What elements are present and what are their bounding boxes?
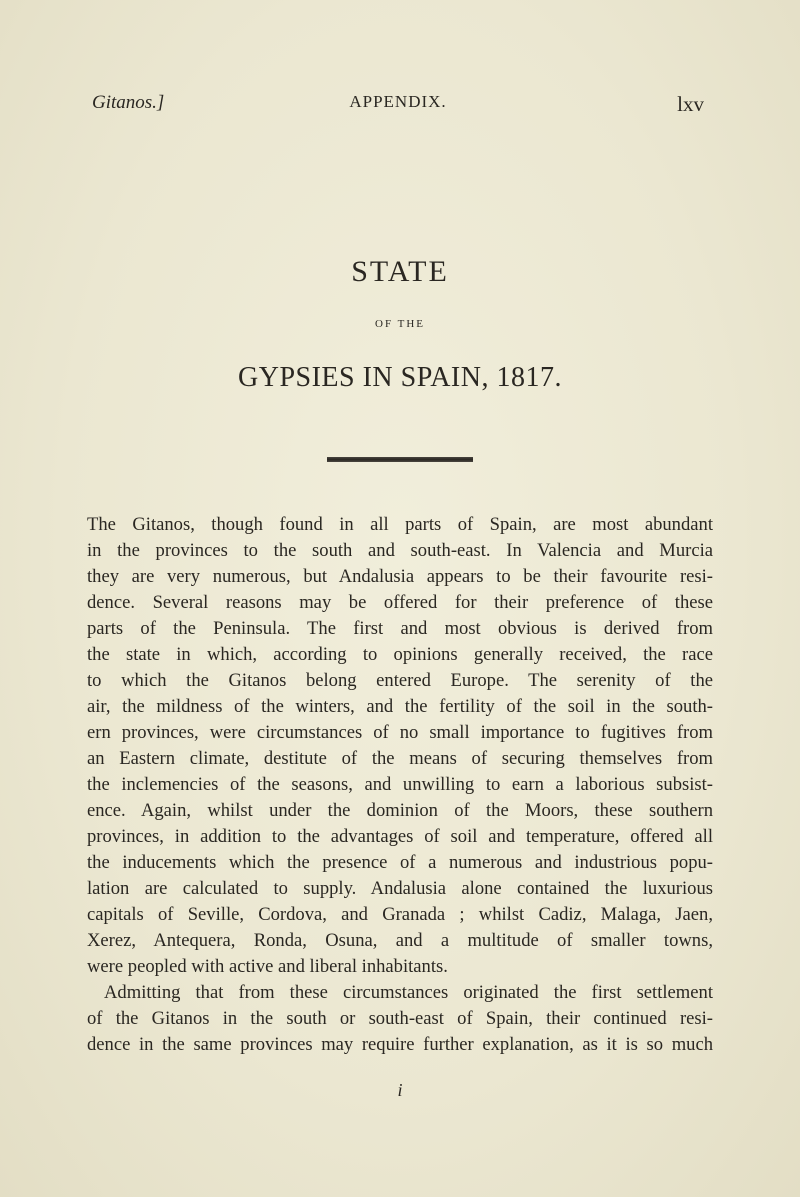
text-line: in the provinces to the south and south-east. In Valencia and Murcia [87,540,713,561]
title-rule [327,457,473,462]
text-line: of the Gitanos in the south or south-east of Spain, their continued resi- [87,1008,713,1029]
text-line: they are very numerous, but Andalusia appears to be their favourite resi- [87,566,713,587]
text-line: lation are calculated to supply. Andalusia alone contained the luxurious [87,878,713,899]
text-line: ence. Again, whilst under the dominion of the Moors, these southern [87,800,713,821]
text-line: the inclemencies of the seasons, and unwilling to earn a laborious subsist- [87,774,713,795]
text-line: The Gitanos, though found in all parts of Spain, are most abundant [87,514,713,535]
running-head-section: Gitanos.] [92,92,165,113]
running-head [92,92,704,122]
signature-mark: i [397,1080,403,1100]
text-line: Admitting that from these circumstances originated the first settlement [104,982,713,1003]
text-line: dence. Several reasons may be offered for their preference of these [87,592,713,613]
text-line: the state in which, according to opinions generally received, the race [87,644,713,665]
title-line-3: GYPSIES IN SPAIN, 1817. [238,362,562,393]
text-line: were peopled with active and liberal inhabitants. [87,956,448,977]
text-line: ern provinces, were circumstances of no small importance to fugitives from [87,722,713,743]
text-line: provinces, in addition to the advantages of soil and temperature, offered all [87,826,713,847]
body-text [87,512,713,1058]
text-line: to which the Gitanos belong entered Europe. The serenity of the [87,670,713,691]
page-number: lxv [677,92,704,116]
text-line: parts of the Peninsula. The first and most obvious is derived from [87,618,713,639]
text-line: air, the mildness of the winters, and the fertility of the soil in the south- [87,696,713,717]
running-head-title: APPENDIX. [349,92,447,111]
text-line: the inducements which the presence of a numerous and industrious popu- [87,852,713,873]
text-line: capitals of Seville, Cordova, and Granada ; whilst Cadiz, Malaga, Jaen, [87,904,713,925]
text-line: an Eastern climate, destitute of the means of securing themselves from [87,748,713,769]
title-line-1: STATE [351,255,449,288]
text-line: dence in the same provinces may require further explanation, as it is so much [87,1034,713,1055]
text-line: Xerez, Antequera, Ronda, Osuna, and a multitude of smaller towns, [87,930,713,951]
title-line-2: OF THE [375,318,425,330]
